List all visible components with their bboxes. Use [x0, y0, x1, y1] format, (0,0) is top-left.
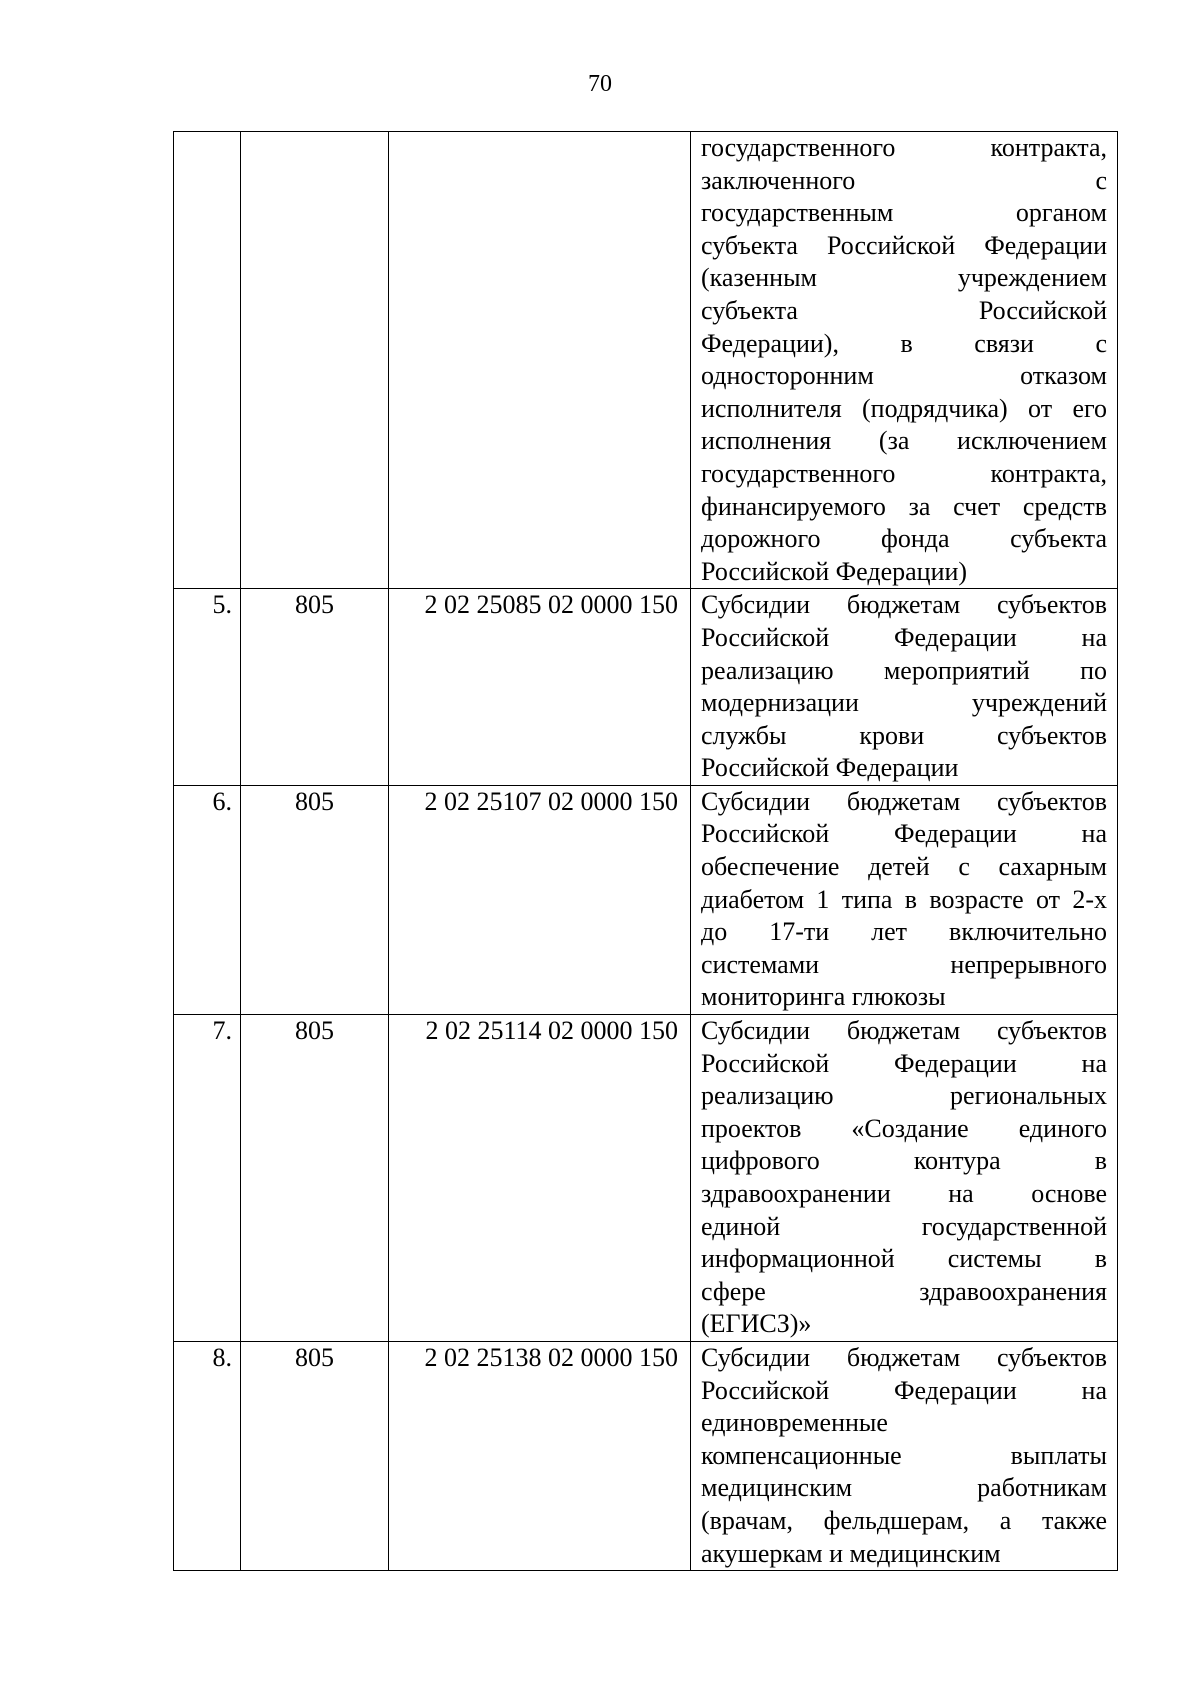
income-name-line: медицинским работникам: [701, 1473, 1107, 1503]
income-name-line: диабетом 1 типа в возрасте от 2-х: [701, 884, 1107, 914]
income-name-line: информационной системы в: [701, 1244, 1107, 1274]
income-name-line: односторонним отказом: [701, 361, 1107, 391]
income-name-line: обеспечение детей с сахарным: [701, 852, 1107, 882]
admin-code-cell: 805: [241, 589, 389, 786]
income-name-line: субъекта Российской: [701, 295, 1107, 325]
income-name-line: (врачам, фельдшерам, а также: [701, 1505, 1107, 1535]
table-row: [174, 1341, 1118, 1570]
income-name-line: Субсидии бюджетам субъектов: [701, 1016, 1107, 1046]
income-name-line: проектов «Создание единого: [701, 1113, 1107, 1143]
admin-code-cell: 805: [241, 1341, 389, 1570]
income-name-line: финансируемого за счет средств: [701, 491, 1107, 521]
income-name-cell: [691, 589, 1118, 786]
income-name-line: заключенного с: [701, 165, 1107, 195]
income-name-line: Субсидии бюджетам субъектов: [701, 1342, 1107, 1372]
income-name-line: Российской Федерации на: [701, 1048, 1107, 1078]
income-name-line: (ЕГИСЗ)»: [701, 1309, 812, 1339]
budget-code-cell: 2 02 25085 02 0000 150: [389, 589, 691, 786]
income-name-cell: [691, 785, 1118, 1014]
income-name-cell: [691, 1015, 1118, 1342]
budget-code-cell: 2 02 25114 02 0000 150: [389, 1015, 691, 1342]
income-name-line: цифрового контура в: [701, 1146, 1107, 1176]
income-name-line: Российской Федерации на: [701, 819, 1107, 849]
income-name-line: Субсидии бюджетам субъектов: [701, 786, 1107, 816]
table-row: [174, 1015, 1118, 1342]
income-name-line: исполнителя (подрядчика) от его: [701, 393, 1107, 423]
income-name-line: Российской Федерации: [701, 753, 959, 783]
income-name-line: мониторинга глюкозы: [701, 982, 946, 1012]
row-number-cell: 6.: [174, 785, 241, 1014]
income-name-line: (казенным учреждением: [701, 263, 1107, 293]
income-name-line: Российской Федерации на: [701, 622, 1107, 652]
income-name-line: субъекта Российской Федерации: [701, 230, 1107, 260]
income-name-line: сфере здравоохранения: [701, 1276, 1107, 1306]
income-name-line: до 17-ти лет включительно: [701, 917, 1107, 947]
subsidies-table: [173, 131, 1118, 1571]
income-name-line: единовременные: [701, 1408, 888, 1438]
row-number-cell: 5.: [174, 589, 241, 786]
row-number-cell: [174, 132, 241, 589]
income-name-line: единой государственной: [701, 1211, 1107, 1241]
income-name-line: Федерации), в связи с: [701, 328, 1107, 358]
table-row: [174, 785, 1118, 1014]
budget-code-cell: 2 02 25138 02 0000 150: [389, 1341, 691, 1570]
income-name-line: государственного контракта,: [701, 458, 1107, 488]
page-number: 70: [588, 71, 612, 97]
income-name-line: компенсационные выплаты: [701, 1440, 1107, 1470]
admin-code-cell: 805: [241, 1015, 389, 1342]
income-name-line: реализацию региональных: [701, 1081, 1107, 1111]
income-name-line: реализацию мероприятий по: [701, 655, 1107, 685]
income-name-line: здравоохранении на основе: [701, 1179, 1107, 1208]
income-name-line: службы крови субъектов: [701, 720, 1107, 750]
income-name-line: модернизации учреждений: [701, 688, 1107, 718]
income-name-line: государственным органом: [701, 198, 1107, 228]
row-number-cell: 7.: [174, 1015, 241, 1342]
table-body: [174, 132, 1118, 1571]
income-name-line: Субсидии бюджетам субъектов: [701, 590, 1107, 620]
income-name-cell: [691, 1341, 1118, 1570]
admin-code-cell: [241, 132, 389, 589]
income-name-line: дорожного фонда субъекта: [701, 524, 1107, 554]
income-name-line: государственного контракта,: [701, 133, 1107, 162]
budget-code-cell: 2 02 25107 02 0000 150: [389, 785, 691, 1014]
table-row: [174, 132, 1118, 589]
table-row: [174, 589, 1118, 786]
income-name-line: Российской Федерации на: [701, 1375, 1107, 1405]
income-name-line: акушеркам и медицинским: [701, 1538, 1001, 1568]
row-number-cell: 8.: [174, 1341, 241, 1570]
budget-code-cell: [389, 132, 691, 589]
income-name-line: системами непрерывного: [701, 949, 1107, 979]
admin-code-cell: 805: [241, 785, 389, 1014]
income-name-line: Российской Федерации): [701, 556, 968, 586]
income-name-line: исполнения (за исключением: [701, 426, 1107, 456]
income-name-cell: [691, 132, 1118, 589]
